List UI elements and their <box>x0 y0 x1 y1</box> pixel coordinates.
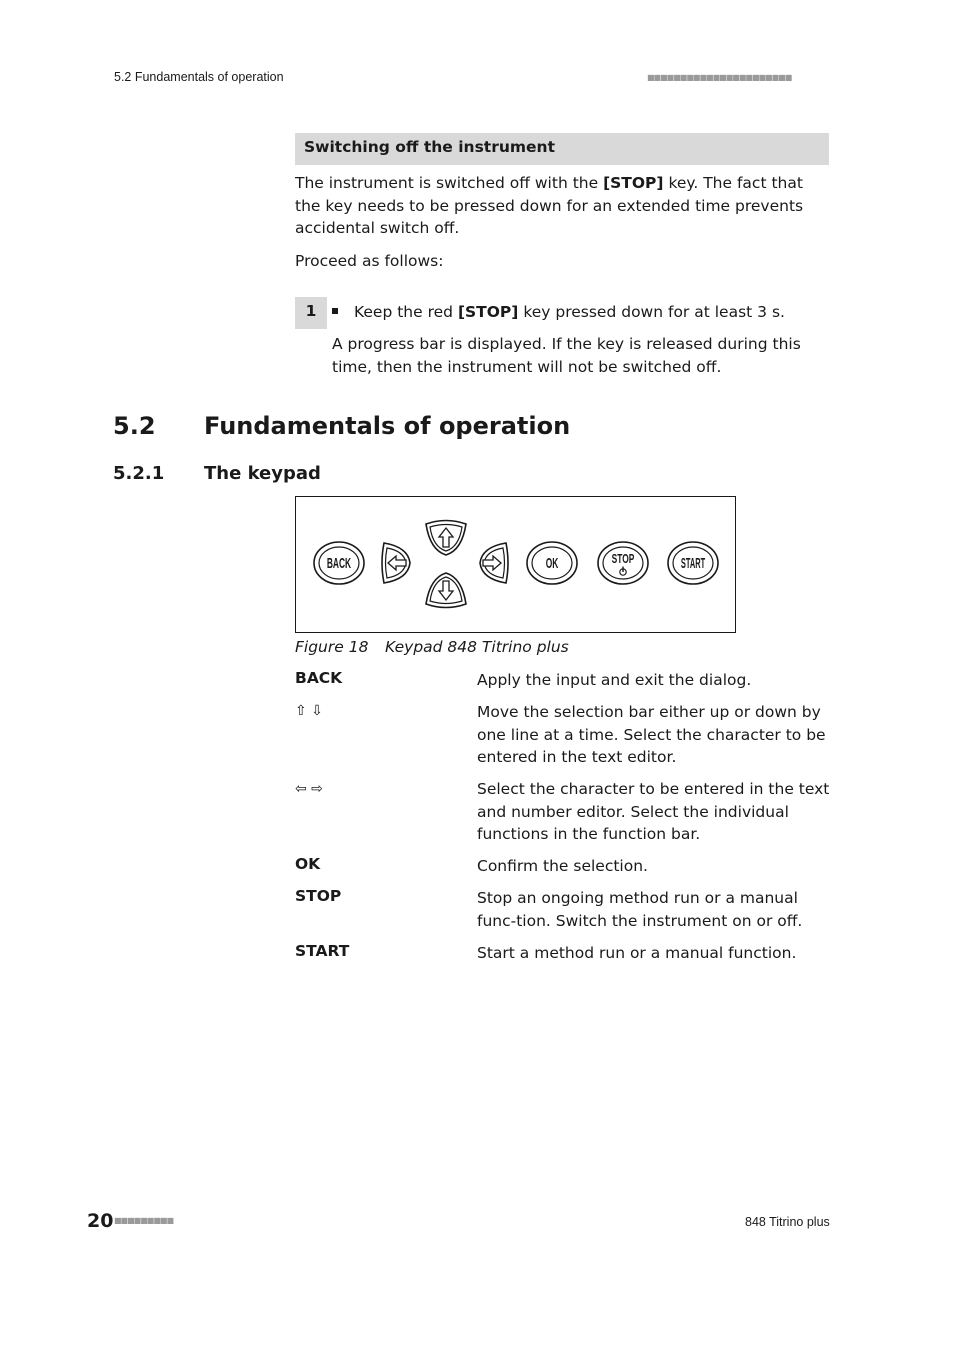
definition-term: STOP <box>295 887 342 905</box>
stop-key-ref: [STOP] <box>457 303 519 321</box>
start-key <box>668 542 718 584</box>
definition-term: OK <box>295 855 321 873</box>
figure-caption-text: Keypad 848 Titrino plus <box>385 638 569 656</box>
keypad-figure <box>295 496 736 633</box>
step-number: 1 <box>305 302 317 320</box>
bullet-icon <box>332 308 338 314</box>
definition-desc: Stop an ongoing method run or a manual func-tion. Switch the instrument on or off. <box>477 889 803 930</box>
footer-product: 848 Titrino plus <box>745 1215 830 1229</box>
left-arrow-key <box>382 543 410 583</box>
step-number-box <box>295 297 327 329</box>
definition-desc: Apply the input and exit the dialog. <box>477 671 752 689</box>
up-arrow-key <box>426 521 466 556</box>
definition-desc: Confirm the selection. <box>477 857 648 875</box>
section-number: 5.2 <box>113 412 156 440</box>
figure-label: Figure 18 <box>295 638 369 656</box>
right-arrow-key <box>480 543 508 583</box>
running-header-section: 5.2 Fundamentals of operation <box>114 70 284 84</box>
page-number: 20 <box>87 1210 114 1232</box>
subsection-title: The keypad <box>204 463 321 484</box>
keypad-illustration <box>296 497 735 632</box>
footer-dots: ■■■■■■■■■ <box>114 1216 174 1225</box>
down-arrow-key <box>426 573 466 608</box>
back-key <box>314 542 364 584</box>
section-title: Fundamentals of operation <box>204 412 571 440</box>
running-header-dots: ■■■■■■■■■■■■■■■■■■■■■■ <box>647 73 792 82</box>
definition-term-leftright: ⇦ ⇨ <box>295 781 323 797</box>
stop-key <box>598 542 648 584</box>
step-note: A progress bar is displayed. If the key is released during this time, then the instrument will not be switched off. <box>332 335 801 376</box>
definition-desc: Select the character to be entered in the text and number editor. Select the individual functions in the function bar. <box>477 780 830 843</box>
stop-key-ref: [STOP] <box>603 174 664 192</box>
definition-term-updown: ⇧ ⇩ <box>295 703 323 719</box>
subsection-heading-box <box>295 133 829 165</box>
subsection-number: 5.2.1 <box>113 463 165 484</box>
subsection-heading: Switching off the instrument <box>304 138 555 156</box>
switch-off-paragraph: The instrument is switched off with the [STOP] key. The fact that the key needs to be pressed down for an extended time prevents accidental switch off. <box>295 174 804 237</box>
figure-caption <box>295 638 569 656</box>
definition-term: BACK <box>295 669 343 687</box>
definition-desc: Start a method run or a manual function. <box>477 944 797 962</box>
proceed-paragraph: Proceed as follows: <box>295 252 444 270</box>
step-instruction: Keep the red [STOP] key pressed down for at least 3 s. <box>354 303 785 321</box>
back-key-label: BACK <box>326 555 352 572</box>
start-key-label: START <box>680 556 706 572</box>
definition-term: START <box>295 942 350 960</box>
definition-desc: Move the selection bar either up or down by one line at a time. Select the character to be entered in the text editor. <box>477 703 826 766</box>
ok-key-label: OK <box>545 555 559 572</box>
ok-key <box>527 542 577 584</box>
stop-key-label: STOP <box>611 552 635 567</box>
